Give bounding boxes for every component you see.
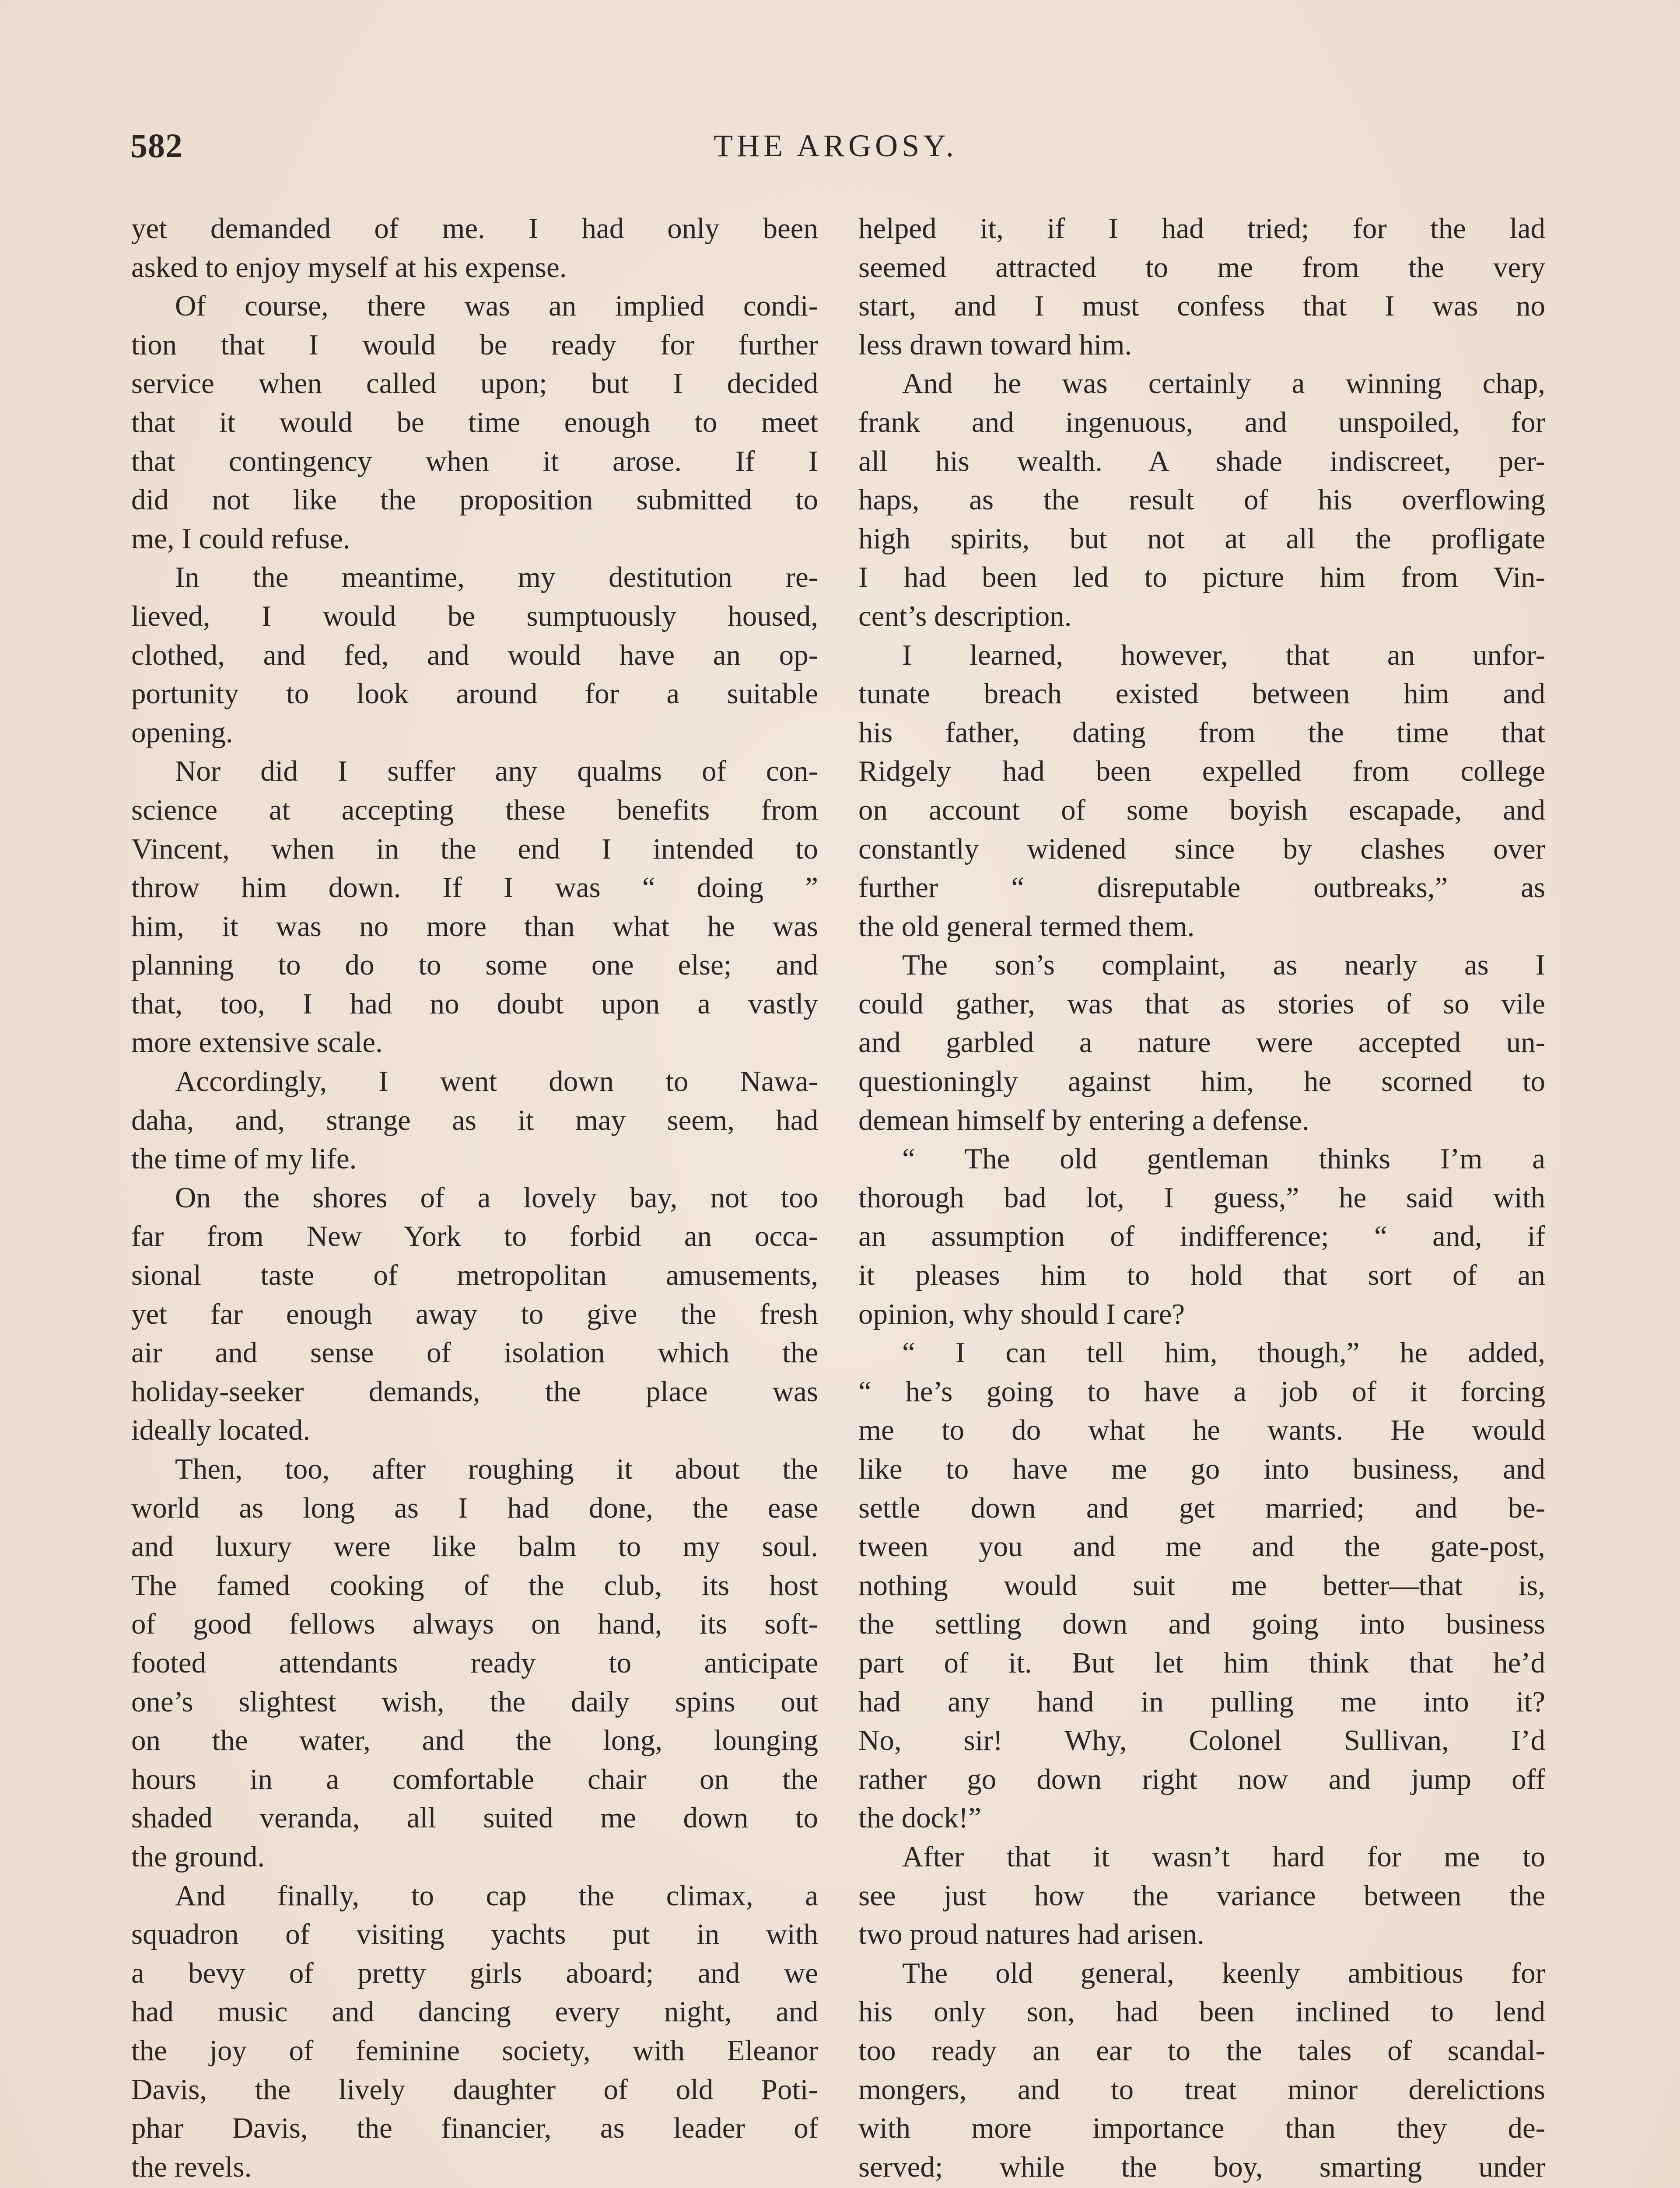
text-line: shaded veranda, all suited me down to xyxy=(131,1802,818,1834)
text-line: I learned, however, that an unfor- xyxy=(902,638,1545,671)
text-line: that, too, I had no doubt upon a vastly xyxy=(131,987,818,1020)
text-line: “ The old gentleman thinks I’m a xyxy=(902,1143,1545,1175)
text-line: did not like the proposition submitted to xyxy=(131,484,818,516)
text-line: After that it wasn’t hard for me to xyxy=(902,1840,1545,1873)
text-line: settle down and get married; and be- xyxy=(858,1491,1545,1524)
text-line: further “ disreputable outbreaks,” as xyxy=(858,871,1545,904)
text-line: science at accepting these benefits from xyxy=(131,793,818,826)
text-line: opening. xyxy=(131,716,233,749)
text-line: the ground. xyxy=(131,1840,265,1873)
text-line: had any hand in pulling me into it? xyxy=(858,1685,1545,1718)
text-line: In the meantime, my destitution re- xyxy=(175,561,818,594)
text-line: “ he’s going to have a job of it forcing xyxy=(858,1375,1545,1408)
text-line: the dock!” xyxy=(858,1802,981,1834)
running-head: THE ARGOSY. xyxy=(714,128,958,163)
text-line: No, sir! Why, Colonel Sullivan, I’d xyxy=(858,1724,1545,1757)
text-line: Accordingly, I went down to Nawa- xyxy=(175,1065,818,1098)
text-line: him, it was no more than what he was xyxy=(131,910,818,943)
left-text-column xyxy=(131,209,818,2188)
text-line: Nor did I suffer any qualms of con- xyxy=(175,755,818,788)
text-line: less drawn toward him. xyxy=(858,328,1132,361)
text-line: And he was certainly a winning chap, xyxy=(902,367,1545,400)
text-line: one’s slightest wish, the daily spins out xyxy=(131,1685,818,1718)
text-line: the old general termed them. xyxy=(858,910,1195,943)
text-line: that contingency when it arose. If I xyxy=(131,445,818,477)
text-line: a bevy of pretty girls aboard; and we xyxy=(131,1957,818,1989)
text-line: frank and ingenuous, and unspoiled, for xyxy=(858,406,1545,438)
text-line: Vincent, when in the end I intended to xyxy=(131,832,818,865)
text-line: tween you and me and the gate-post, xyxy=(858,1530,1545,1563)
text-line: planning to do to some one else; and xyxy=(131,949,818,982)
text-line: more extensive scale. xyxy=(131,1026,383,1059)
text-line: too ready an ear to the tales of scandal- xyxy=(858,2034,1545,2067)
text-line: high spirits, but not at all the profligate xyxy=(858,522,1545,555)
text-line: portunity to look around for a suitable xyxy=(131,677,818,710)
text-line: that it would be time enough to meet xyxy=(131,406,818,438)
text-line: and luxury were like balm to my soul. xyxy=(131,1530,818,1563)
text-line: The son’s complaint, as nearly as I xyxy=(902,949,1545,982)
text-line: holiday-seeker demands, the place was xyxy=(131,1375,818,1408)
text-line: an assumption of indifference; “ and, if xyxy=(858,1220,1545,1253)
text-line: world as long as I had done, the ease xyxy=(131,1491,818,1524)
text-line: nothing would suit me better—that is, xyxy=(858,1569,1545,1602)
text-line: his only son, had been inclined to lend xyxy=(858,1995,1545,2028)
text-line: questioningly against him, he scorned to xyxy=(858,1065,1545,1098)
text-line: with more importance than they de- xyxy=(858,2112,1545,2145)
text-line: sional taste of metropolitan amusements, xyxy=(131,1259,818,1292)
text-line: it pleases him to hold that sort of an xyxy=(858,1259,1545,1292)
text-line: footed attendants ready to anticipate xyxy=(131,1646,818,1679)
text-line: far from New York to forbid an occa- xyxy=(131,1220,818,1253)
text-line: yet far enough away to give the fresh xyxy=(131,1297,818,1330)
text-line: tunate breach existed between him and xyxy=(858,677,1545,710)
text-line: me to do what he wants. He would xyxy=(858,1414,1545,1447)
text-line: the time of my life. xyxy=(131,1143,357,1175)
text-line: seemed attracted to me from the very xyxy=(858,251,1545,284)
text-line: phar Davis, the financier, as leader of xyxy=(131,2112,818,2145)
text-line: constantly widened since by clashes over xyxy=(858,832,1545,865)
text-line xyxy=(131,2186,818,2188)
text-line: lieved, I would be sumptuously housed, xyxy=(131,600,818,632)
text-line: of good fellows always on hand, its soft- xyxy=(131,1608,818,1641)
page-number: 582 xyxy=(130,126,183,165)
text-line: On the shores of a lovely bay, not too xyxy=(175,1181,818,1214)
text-line: the settling down and going into business xyxy=(858,1608,1545,1641)
text-line: see just how the variance between the xyxy=(858,1879,1545,1912)
text-line: opinion, why should I care? xyxy=(858,1297,1185,1330)
text-line: rather go down right now and jump off xyxy=(858,1763,1545,1795)
text-line: The famed cooking of the club, its host xyxy=(131,1569,818,1602)
text-line: had music and dancing every night, and xyxy=(131,1995,818,2028)
text-line: air and sense of isolation which the xyxy=(131,1336,818,1369)
text-line: “ I can tell him, though,” he added, xyxy=(902,1336,1545,1369)
text-line: on the water, and the long, lounging xyxy=(131,1724,818,1757)
text-line: me, I could refuse. xyxy=(131,522,350,555)
text-line: all his wealth. A shade indiscreet, per- xyxy=(858,445,1545,477)
text-line: asked to enjoy myself at his expense. xyxy=(131,251,567,284)
text-line: and garbled a nature were accepted un- xyxy=(858,1026,1545,1059)
right-text-column xyxy=(858,209,1545,2188)
text-line: the revels. xyxy=(131,2150,252,2183)
text-line: on account of some boyish escapade, and xyxy=(858,793,1545,826)
text-line: daha, and, strange as it may seem, had xyxy=(131,1104,818,1136)
text-line: two proud natures had arisen. xyxy=(858,1918,1204,1951)
text-line: hours in a comfortable chair on the xyxy=(131,1763,818,1795)
page-header xyxy=(130,126,1541,179)
text-line: helped it, if I had tried; for the lad xyxy=(858,212,1545,245)
text-line: could gather, was that as stories of so vile xyxy=(858,987,1545,1020)
text-line: Then, too, after roughing it about the xyxy=(175,1453,818,1485)
text-line xyxy=(858,2186,1545,2188)
text-line: part of it. But let him think that he’d xyxy=(858,1646,1545,1679)
text-line: the joy of feminine society, with Eleanor xyxy=(131,2034,818,2067)
text-line: I had been led to picture him from Vin- xyxy=(858,561,1545,594)
text-line: yet demanded of me. I had only been xyxy=(131,212,818,245)
text-line: start, and I must confess that I was no xyxy=(858,290,1545,323)
text-line: service when called upon; but I decided xyxy=(131,367,818,400)
text-line: clothed, and fed, and would have an op- xyxy=(131,638,818,671)
text-line: ideally located. xyxy=(131,1414,311,1447)
text-line: tion that I would be ready for further xyxy=(131,328,818,361)
text-line: Davis, the lively daughter of old Poti- xyxy=(131,2073,818,2106)
text-line: squadron of visiting yachts put in with xyxy=(131,1918,818,1951)
text-line: thorough bad lot, I guess,” he said with xyxy=(858,1181,1545,1214)
text-line: his father, dating from the time that xyxy=(858,716,1545,749)
text-line: Ridgely had been expelled from college xyxy=(858,755,1545,788)
text-line: The old general, keenly ambitious for xyxy=(902,1957,1545,1989)
text-line: haps, as the result of his overflowing xyxy=(858,484,1545,516)
text-line: cent’s description. xyxy=(858,600,1072,632)
text-line: throw him down. If I was “ doing ” xyxy=(131,871,818,904)
text-line: like to have me go into business, and xyxy=(858,1453,1545,1485)
text-line: served; while the boy, smarting under xyxy=(858,2150,1545,2183)
text-line: demean himself by entering a defense. xyxy=(858,1104,1309,1136)
text-line: Of course, there was an implied condi- xyxy=(175,290,818,323)
text-line: mongers, and to treat minor derelictions xyxy=(858,2073,1545,2106)
text-line: And finally, to cap the climax, a xyxy=(175,1879,818,1912)
